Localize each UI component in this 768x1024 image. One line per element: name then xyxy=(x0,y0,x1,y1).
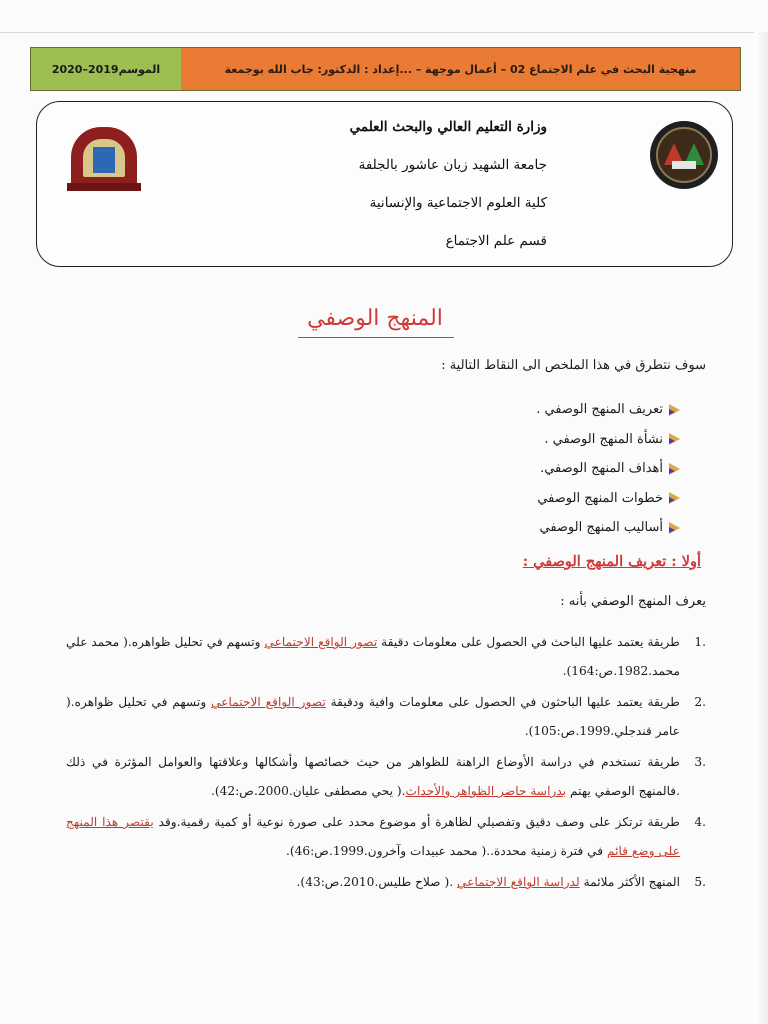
list-item: أساليب المنهج الوصفي xyxy=(380,513,680,543)
item-number: .4 xyxy=(694,815,706,829)
document-title: المنهج الوصفي xyxy=(307,306,443,331)
list-item: أهداف المنهج الوصفي. xyxy=(380,454,680,484)
university-header-box xyxy=(36,101,733,267)
arrow-bullet-icon xyxy=(669,433,680,445)
course-title: منهجية البحث في علم الاجتماع 02 – أعمال موجهة – ...إعداد : الدكتور: جاب الله بوجمعة xyxy=(181,48,740,90)
definitions-list xyxy=(66,628,706,899)
definition-item: .2 طريقة يعتمد عليها الباحثون في الحصول على معلومات وافية ودقيقة تصور الواقع الاجتماعي وتسهم في تحليل ظواهره.( عامر قندجلي.1999.ص:105). xyxy=(66,688,706,746)
definition-item: .1 طريقة يعتمد عليها الباحث في الحصول على معلومات دقيقة تصور الواقع الاجتماعي وتسهم في تحليل ظواهره.( محمد علي محمد.1982.ص:164). xyxy=(66,628,706,686)
list-item: تعريف المنهج الوصفي . xyxy=(380,395,680,425)
highlighted-phrase: بدراسة حاضر الظواهر والأحداث xyxy=(405,784,567,798)
arrow-bullet-icon xyxy=(669,522,680,534)
arrow-bullet-icon xyxy=(669,404,680,416)
faculty-name: كلية العلوم الاجتماعية والإنسانية xyxy=(369,195,547,211)
definition-item: .5 المنهج الأكثر ملائمة لدراسة الواقع الاجتماعي .( صلاح طليس.2010.ص:43). xyxy=(66,868,706,897)
arrow-bullet-icon xyxy=(669,492,680,504)
definition-intro: يعرف المنهج الوصفي بأنه : xyxy=(560,594,706,609)
highlighted-phrase: تصور الواقع الاجتماعي xyxy=(264,635,378,649)
season-label: الموسم2019–2020 xyxy=(31,48,181,90)
arrow-bullet-icon xyxy=(669,463,680,475)
section-heading: أولا : تعريف المنهج الوصفي : xyxy=(522,553,701,570)
faculty-logo-icon xyxy=(65,123,143,193)
definition-item: .3 طريقة تستخدم في دراسة الأوضاع الراهنة للظواهر من حيث خصائصها وأشكالها وعلاقتها والعوامل المؤثرة في ذلك .فالمنهج الوصفي يهتم بدراسة حاضر الظواهر والأحداث.( يحي مصطفى عليان.2000.ص:42). xyxy=(66,748,706,806)
page-top-rule xyxy=(0,32,768,33)
university-lines xyxy=(217,108,547,260)
item-number: .3 xyxy=(694,755,706,769)
ministry-name: وزارة التعليم العالي والبحث العلمي xyxy=(349,119,547,135)
list-item: نشأة المنهج الوصفي . xyxy=(380,425,680,455)
page-edge-shadow xyxy=(754,32,768,1024)
definition-item: .4 طريقة ترتكز على وصف دقيق وتفصيلي لظاهرة أو موضوع محدد على صورة نوعية أو كمية رقمية.وقد يقتصر هذا المنهج على وضع قائم في فترة زمنية محددة..( محمد عبيدات وآخرون.1999.ص:46). xyxy=(66,808,706,866)
item-number: .2 xyxy=(694,695,706,709)
university-name: جامعة الشهيد زيان عاشور بالجلفة xyxy=(358,157,547,173)
university-logo-icon xyxy=(650,121,718,189)
highlighted-phrase: لدراسة الواقع الاجتماعي xyxy=(457,875,580,889)
list-item: خطوات المنهج الوصفي xyxy=(380,484,680,514)
highlighted-phrase: تصور الواقع الاجتماعي xyxy=(211,695,326,709)
item-number: .1 xyxy=(694,635,706,649)
course-header-band xyxy=(30,47,741,91)
item-number: .5 xyxy=(694,875,706,889)
topics-list xyxy=(380,395,680,543)
title-underline xyxy=(298,337,454,338)
department-name: قسم علم الاجتماع xyxy=(445,233,547,249)
highlighted-phrase: يقتصر هذا المنهج على وضع قائم xyxy=(66,815,680,858)
intro-text: سوف نتطرق في هذا الملخص الى النقاط التالية : xyxy=(441,358,706,373)
